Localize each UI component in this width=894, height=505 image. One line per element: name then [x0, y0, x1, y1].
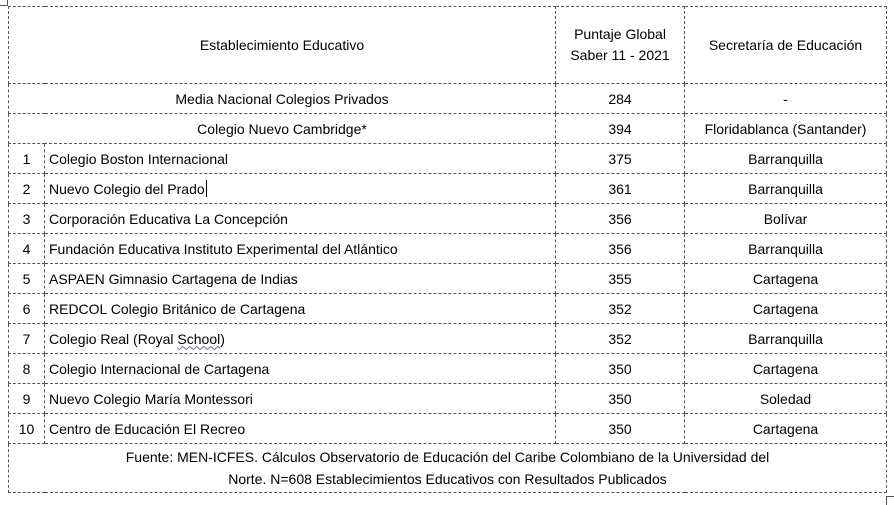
reference-establishment: Colegio Nuevo Cambridge* [9, 114, 556, 144]
table-row [9, 294, 887, 324]
score-value: 361 [556, 174, 685, 204]
secretariat-name: Cartagena [685, 414, 887, 444]
table-row [9, 354, 887, 384]
score-value: 356 [556, 204, 685, 234]
establishment-name-suffix: ) [220, 330, 225, 347]
source-row [9, 444, 887, 493]
establishment-name-cell[interactable] [45, 174, 556, 204]
source-note-line-2: Norte. N=608 Establecimientos Educativos con Resultados Publicados [228, 471, 667, 487]
score-value: 350 [556, 354, 685, 384]
header-row [9, 7, 887, 84]
score-value: 352 [556, 324, 685, 354]
reference-secretariat: - [685, 84, 887, 114]
header-establishment: Establecimiento Educativo [9, 7, 556, 84]
establishment-name: Corporación Educativa La Concepción [45, 204, 556, 234]
establishment-name [45, 324, 556, 354]
table-row [9, 174, 887, 204]
secretariat-name: Barranquilla [685, 144, 887, 174]
rank-number: 9 [9, 384, 45, 414]
school-ranking-table [8, 6, 887, 493]
establishment-name: REDCOL Colegio Británico de Cartagena [45, 294, 556, 324]
page-corner-mark-top-left [0, 0, 8, 6]
page-corner-mark-bottom-right [886, 496, 894, 505]
text-cursor [206, 180, 207, 197]
rank-number: 1 [9, 144, 45, 174]
spellcheck-flagged-word[interactable]: School [177, 330, 221, 347]
secretariat-name: Soledad [685, 384, 887, 414]
header-score: Puntaje Global Saber 11 - 2021 [556, 7, 685, 84]
table-row [9, 144, 887, 174]
reference-row-nuevo-cambridge [9, 114, 887, 144]
establishment-name: Nuevo Colegio del Prado [49, 181, 205, 197]
establishment-name: Colegio Boston Internacional [45, 144, 556, 174]
table-row [9, 324, 887, 354]
table-row [9, 204, 887, 234]
table-row [9, 384, 887, 414]
rank-number: 6 [9, 294, 45, 324]
establishment-name-prefix: Colegio Real (Royal [49, 330, 178, 347]
establishment-name: Nuevo Colegio María Montessori [45, 384, 556, 414]
secretariat-name: Bolívar [685, 204, 887, 234]
score-value: 375 [556, 144, 685, 174]
table-row [9, 264, 887, 294]
rank-number: 3 [9, 204, 45, 234]
rank-number: 5 [9, 264, 45, 294]
header-secretariat: Secretaría de Educación [685, 7, 887, 84]
table-row [9, 414, 887, 444]
rank-number: 2 [9, 174, 45, 204]
table-row [9, 234, 887, 264]
source-note [9, 444, 887, 493]
secretariat-name: Barranquilla [685, 174, 887, 204]
score-value: 355 [556, 264, 685, 294]
establishment-name: Fundación Educativa Instituto Experimental del Atlántico [45, 234, 556, 264]
secretariat-name: Barranquilla [685, 324, 887, 354]
rank-number: 7 [9, 324, 45, 354]
secretariat-name: Barranquilla [685, 234, 887, 264]
establishment-name: ASPAEN Gimnasio Cartagena de Indias [45, 264, 556, 294]
rank-number: 8 [9, 354, 45, 384]
rank-number: 4 [9, 234, 45, 264]
score-value: 350 [556, 414, 685, 444]
secretariat-name: Cartagena [685, 264, 887, 294]
rank-number: 10 [9, 414, 45, 444]
reference-score: 284 [556, 84, 685, 114]
establishment-name: Colegio Internacional de Cartagena [45, 354, 556, 384]
reference-row-national-average [9, 84, 887, 114]
reference-score: 394 [556, 114, 685, 144]
reference-secretariat: Floridablanca (Santander) [685, 114, 887, 144]
score-value: 356 [556, 234, 685, 264]
establishment-name: Centro de Educación El Recreo [45, 414, 556, 444]
secretariat-name: Cartagena [685, 294, 887, 324]
score-value: 352 [556, 294, 685, 324]
score-value: 350 [556, 384, 685, 414]
source-note-line-1: Fuente: MEN-ICFES. Cálculos Observatorio de Educación del Caribe Colombiano de la Universidad del [125, 449, 770, 465]
secretariat-name: Cartagena [685, 354, 887, 384]
reference-establishment: Media Nacional Colegios Privados [9, 84, 556, 114]
